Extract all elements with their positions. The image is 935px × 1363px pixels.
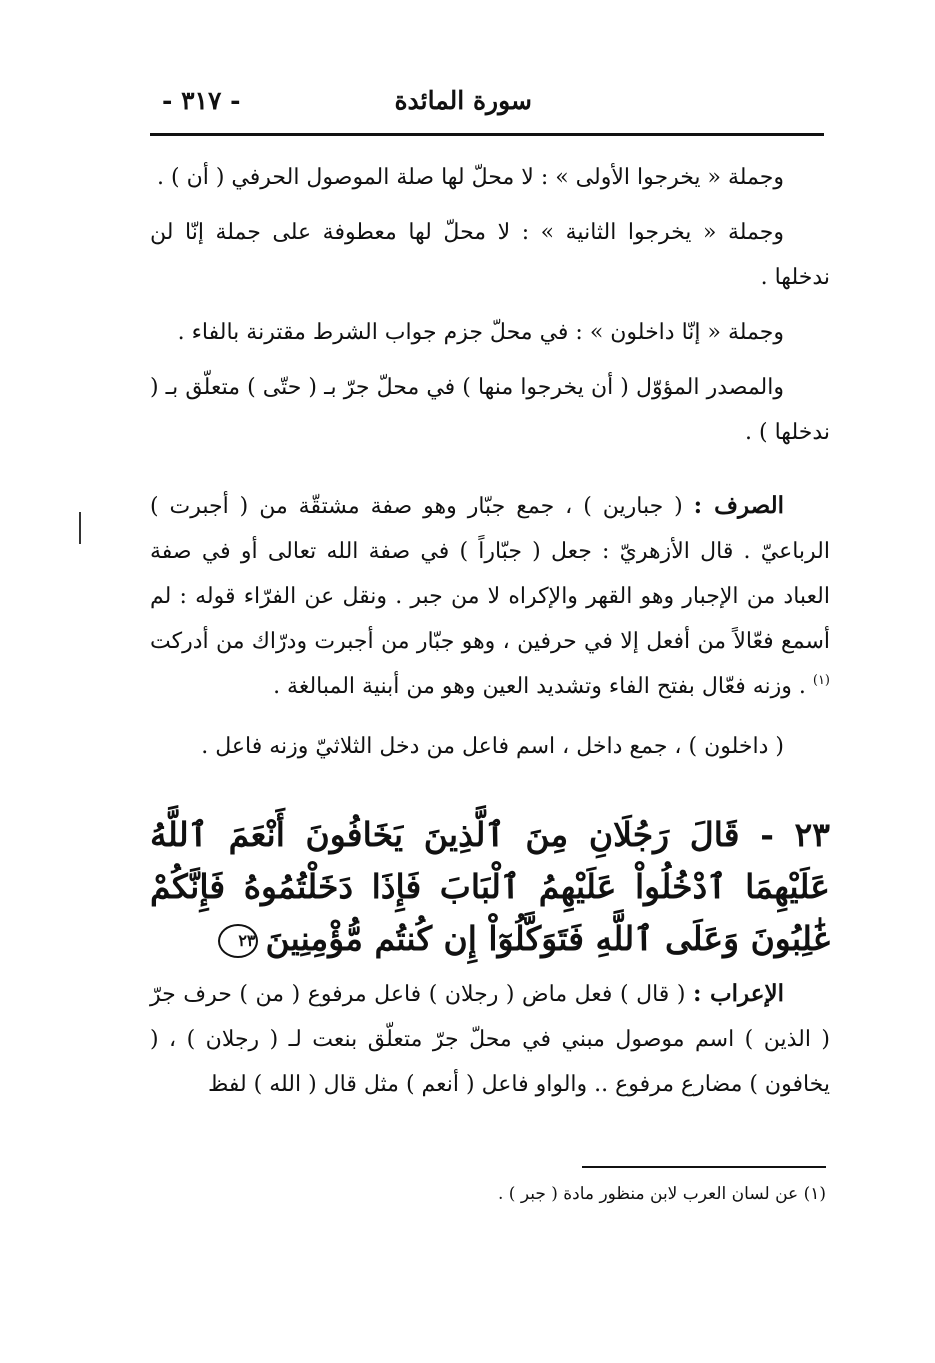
surah-title: سورة المائدة xyxy=(394,86,532,115)
quran-verse xyxy=(150,809,830,965)
paragraph-inna-dakhilun: وجملة « إنّا داخلون » : في محلّ جزم جواب الشرط مقترنة بالفاء . xyxy=(177,320,784,345)
footnote-reference[interactable]: (١) xyxy=(812,673,830,688)
page-number: - ٣١٧ - xyxy=(162,86,241,115)
verse-number: ٢٣ - xyxy=(760,815,830,854)
paragraph-yakhruju-second: وجملة « يخرجوا الثانية » : لا محلّ لها معطوفة على جملة إنّا لن ندخلها . xyxy=(150,220,830,290)
ayah-end-marker: ٢٣ xyxy=(218,924,258,958)
main-content xyxy=(150,155,830,1107)
paragraph-masdar: والمصدر المؤوّل ( أن يخرجوا منها ) في محلّ جرّ بـ ( حتّى ) متعلّق بـ ( ندخلها ) . xyxy=(150,375,830,445)
margin-mark xyxy=(79,512,81,544)
page-header xyxy=(150,84,824,128)
sarf-heading: الصرف : xyxy=(693,492,784,519)
paragraph-dakhilun: ( داخلون ) ، جمع داخل ، اسم فاعل من دخل الثلاثيّ وزنه فاعل . xyxy=(201,734,784,759)
paragraph-yakhruju-first: وجملة « يخرجوا الأولى » : لا محلّ لها صلة الموصول الحرفي ( أن ) . xyxy=(157,165,784,190)
verse-text: قَالَ رَجُلَانِ مِنَ ٱلَّذِينَ يَخَافُونَ أَنْعَمَ ٱللَّهُ عَلَيْهِمَا ٱدْخُلُواْ عَلَيْهِمُ ٱلْبَابَ فَإِذَا دَخَلْتُمُوهُ فَإِنَّكُمْ غَٰلِبُونَ وَعَلَى ٱللَّهِ فَتَوَكَّلُوٓاْ إِن كُنتُم مُّؤْمِنِينَ xyxy=(150,815,830,958)
irab-text: ( قال ) فعل ماض ( رجلان ) فاعل مرفوع ( من ) حرف جرّ ( الذين ) اسم موصول مبني في محلّ جرّ متعلّق بنعت لـ ( رجلان ) ، ( يخافون ) مضارع مرفوع .. والواو فاعل ( أنعم ) مثل قال ( الله ) لفظ xyxy=(150,982,830,1097)
sarf-text: ( جبارين ) ، جمع جبّار وهو صفة مشتقّة من ( أجبرت ) الرباعيّ . قال الأزهريّ : جعل ( جبّاراً ) في صفة الله تعالى أو في صفة العباد من الإجبار وهو القهر والإكراه لا من جبر . ونقل عن الفرّاء قوله : لم أسمع فعّالاً من أفعل إلا في حرفين ، وهو جبّار من أجبرت ودرّاك من أدركت xyxy=(150,494,830,654)
sarf-text-after: . وزنه فعّال بفتح الفاء وتشديد العين وهو من أبنية المبالغة . xyxy=(273,674,813,699)
irab-heading: الإعراب : xyxy=(692,980,784,1007)
footnote-divider xyxy=(582,1166,826,1168)
paragraph-sarf xyxy=(150,483,830,712)
footnote: (١) عن لسان العرب لابن منظور مادة ( جبر ) . xyxy=(497,1184,826,1204)
header-divider xyxy=(150,133,824,136)
paragraph-irab xyxy=(150,971,830,1107)
